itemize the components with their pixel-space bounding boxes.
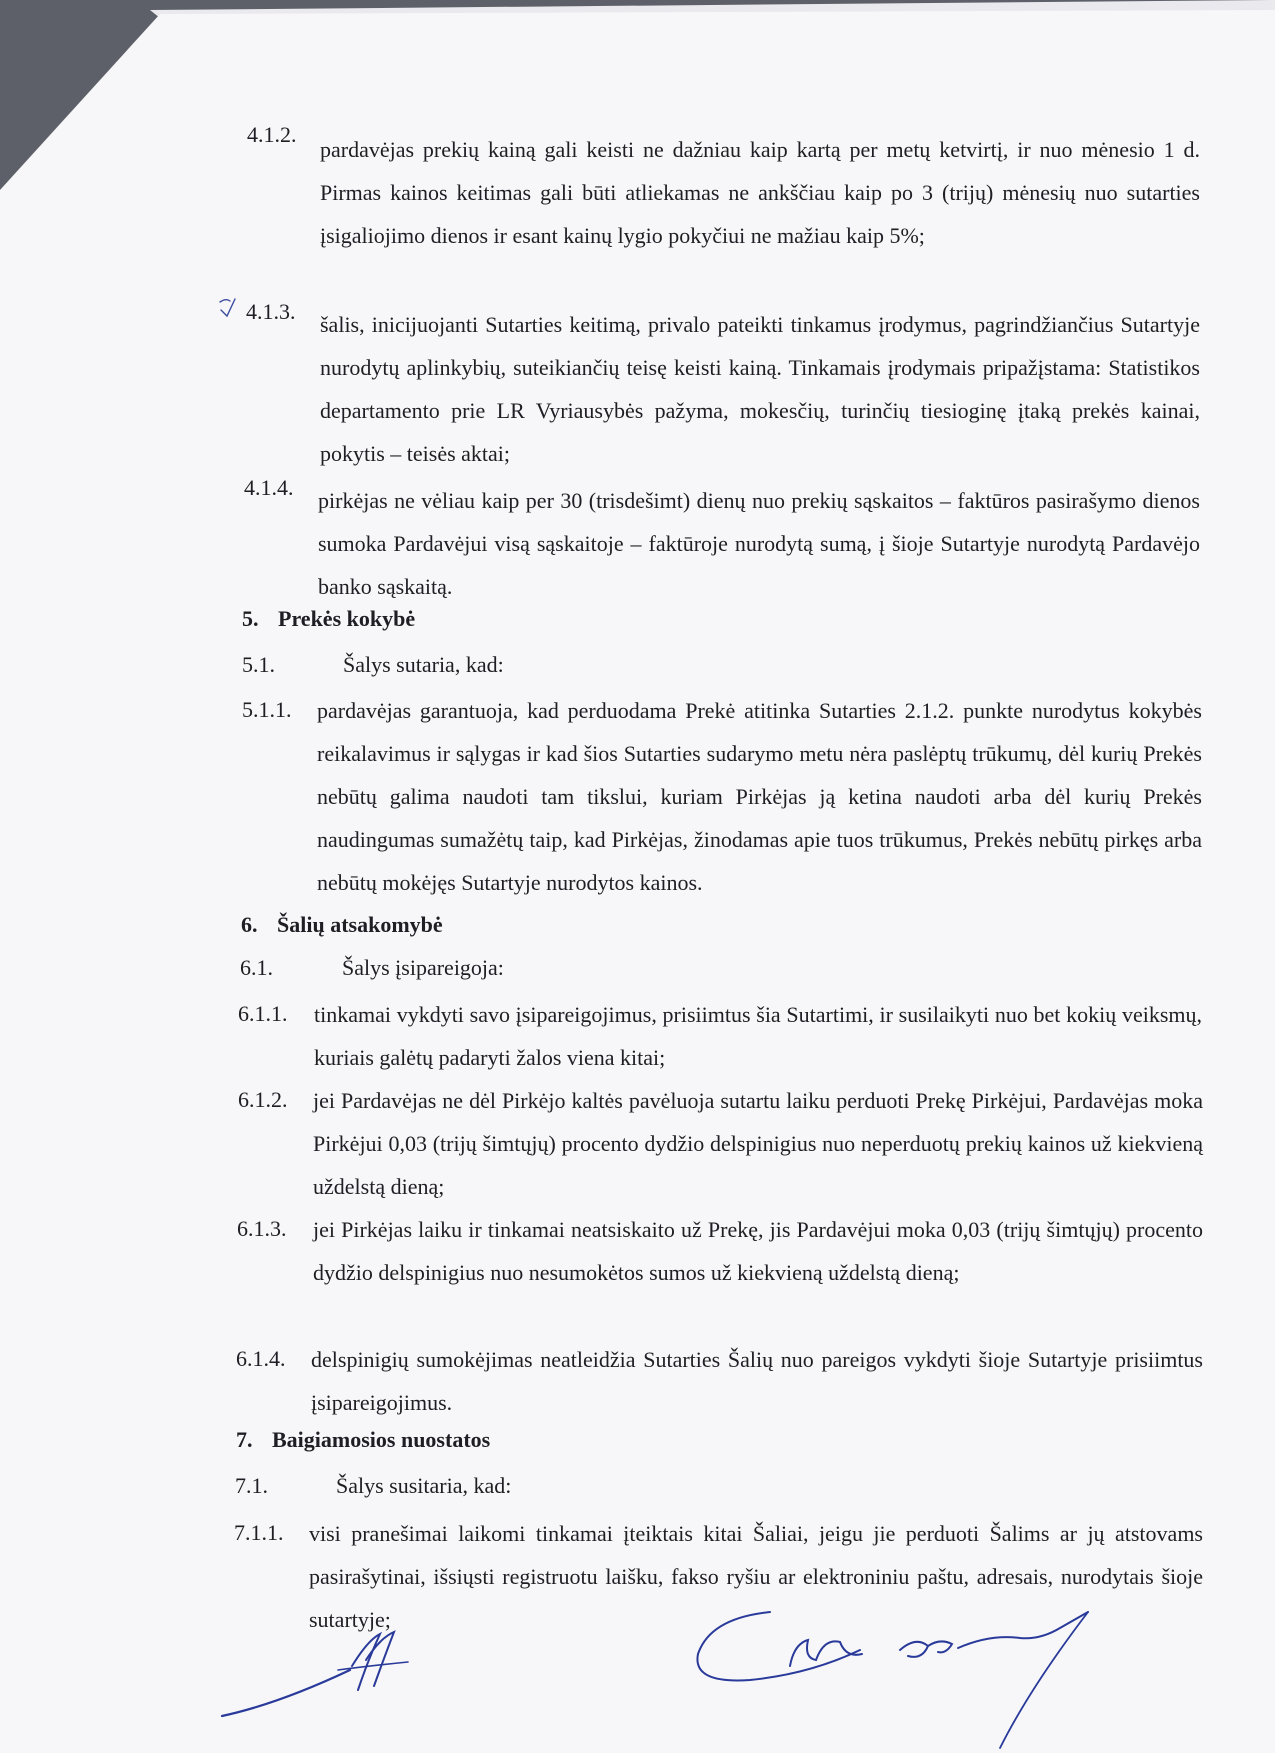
clause-number: 5.1.1. bbox=[242, 697, 292, 722]
signature-right-icon bbox=[690, 1598, 1150, 1753]
clause-text: pirkėjas ne vėliau kaip per 30 (trisdešimt) dienų nuo prekių sąskaitos – faktūros pasirašymo dienos sumoka Pardavėjui visą sąskaitoje – faktūroje nurodytą sumą, į šioje Sutartyje nurodytą Pardavėjo banko sąskaitą. bbox=[318, 488, 1200, 599]
clause-text: visi pranešimai laikomi tinkamai įteiktais kitai Šaliai, jeigu jie perduoti Šalims ar jų atstovams pasirašytinai, išsiųsti registruotu laišku, fakso ryšiu ar elektroniniu paštu, adresais, nurodytais šioje sutartyje; bbox=[309, 1521, 1203, 1632]
clause-text: pardavėjas garantuoja, kad perduodama Prekė atitinka Sutarties 2.1.2. punkte nurodytus kokybės reikalavimus ir sąlygas ir kad šios Sutarties sudarymo metu nėra paslėptų trūkumų, dėl kurių Prekės nebūtų galima naudoti tam tikslui, kuriam Pirkėjas ją ketina naudoti arba dėl kurių Prekės naudingumas sumažėtų taip, kad Pirkėjas, žinodamas apie tuos trūkumus, Prekės nebūtų pirkęs arba nebūtų mokėjęs Sutartyje nurodytos kainos. bbox=[317, 698, 1202, 895]
section-title: Baigiamosios nuostatos bbox=[272, 1427, 491, 1452]
section-title: Prekės kokybė bbox=[278, 606, 416, 631]
clause-number: 4.1.3. bbox=[246, 299, 296, 324]
section-heading-5 bbox=[242, 606, 415, 632]
clause-text: jei Pirkėjas laiku ir tinkamai neatsiskaito už Prekę, jis Pardavėjui moka 0,03 (trijų šimtųjų) procento dydžio delspinigius nuo nesumokėtos sumos už kiekvieną uždelstą dieną; bbox=[313, 1217, 1203, 1285]
subsection-number: 5.1. bbox=[242, 652, 275, 677]
clause-text: pardavėjas prekių kainą gali keisti ne dažniau kaip kartą per metų ketvirtį, ir nuo mėnesio 1 d. Pirmas kainos keitimas gali būti atliekamas ne ankščiau kaip po 3 (trijų) mėnesių nuo sutarties įsigaliojimo dienos ir esant kainų lygio pokyčiui ne mažiau kaip 5%; bbox=[320, 137, 1200, 248]
clause-text: šalis, inicijuojanti Sutarties keitimą, privalo pateikti tinkamus įrodymus, pagrindžiančius Sutartyje nurodytų aplinkybių, suteikiančių teisę keisti kainą. Tinkamais įrodymais pripažįstama: Statistikos departamento prie LR Vyriausybės pažyma, mokesčių, turinčių tiesioginę įtaką prekės kainai, pokytis – teisės aktai; bbox=[320, 312, 1200, 466]
clause-number: 6.1.1. bbox=[238, 1001, 288, 1026]
clause-text: delspinigių sumokėjimas neatleidžia Sutarties Šalių nuo pareigos vykdyti šioje Sutartyje prisiimtus įsipareigojimus. bbox=[311, 1347, 1203, 1415]
subsection-text: Šalys sutaria, kad: bbox=[343, 652, 504, 677]
clause-number: 4.1.2. bbox=[247, 122, 297, 147]
signature-left-icon bbox=[218, 1630, 418, 1726]
section-title: Šalių atsakomybė bbox=[277, 912, 443, 937]
section-number: 5. bbox=[242, 606, 259, 631]
check-mark-icon bbox=[218, 296, 238, 320]
section-heading-6 bbox=[241, 912, 443, 938]
clause-number: 6.1.2. bbox=[238, 1087, 288, 1112]
clause-number: 6.1.4. bbox=[236, 1346, 286, 1371]
clause-number: 6.1.3. bbox=[237, 1216, 287, 1241]
subsection-text: Šalys įsipareigoja: bbox=[342, 955, 504, 980]
subsection-number: 6.1. bbox=[240, 955, 273, 980]
section-heading-7 bbox=[236, 1427, 490, 1453]
clause-number: 4.1.4. bbox=[244, 475, 294, 500]
clause-number: 7.1.1. bbox=[234, 1520, 284, 1545]
section-number: 7. bbox=[236, 1427, 253, 1452]
subsection-number: 7.1. bbox=[235, 1473, 268, 1498]
section-number: 6. bbox=[241, 912, 258, 937]
clause-text: jei Pardavėjas ne dėl Pirkėjo kaltės pavėluoja sutartu laiku perduoti Prekę Pirkėjui, Pardavėjas moka Pirkėjui 0,03 (trijų šimtųjų) procento dydžio delspinigius nuo neperduotų prekių kainos už kiekvieną uždelstą dieną; bbox=[313, 1088, 1203, 1199]
clause-text: tinkamai vykdyti savo įsipareigojimus, prisiimtus šia Sutartimi, ir susilaikyti nuo bet kokių veiksmų, kuriais galėtų padaryti žalos viena kitai; bbox=[314, 1002, 1202, 1070]
subsection-text: Šalys susitaria, kad: bbox=[336, 1473, 512, 1498]
